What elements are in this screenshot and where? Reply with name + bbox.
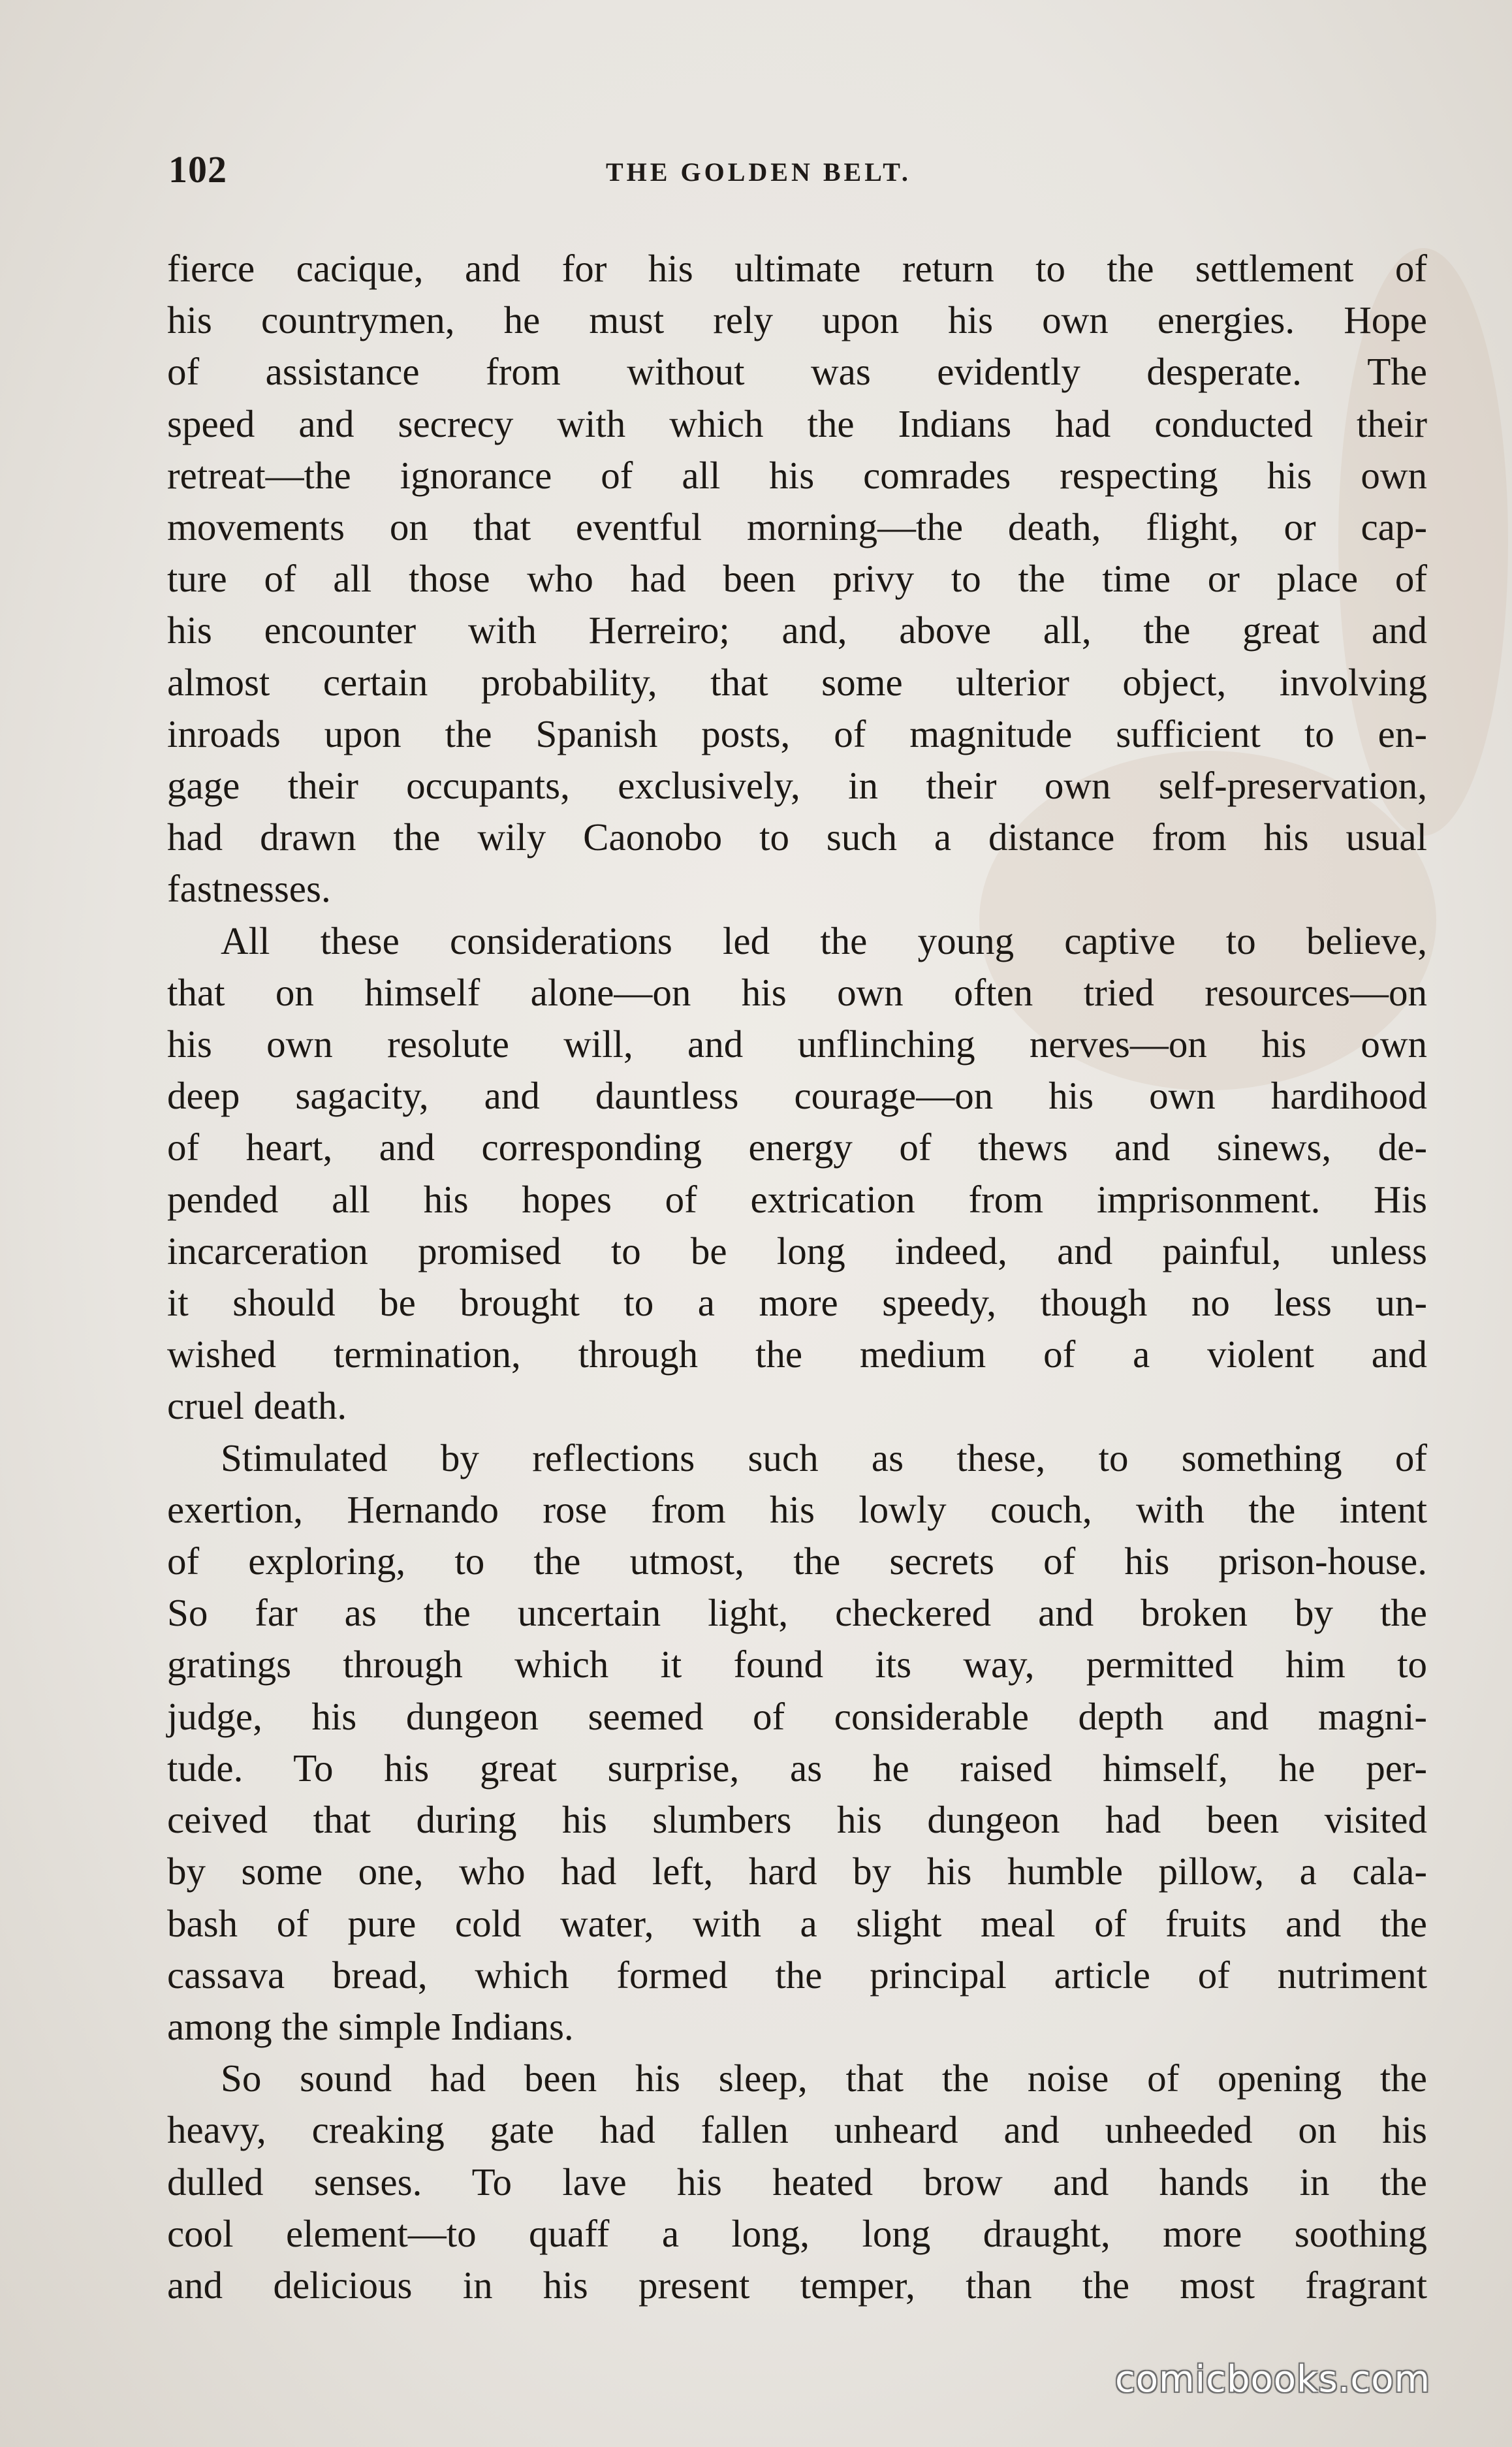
text-line: So far as the uncertain light, checkered and broken by the (167, 1591, 1427, 1635)
text-line: deep sagacity, and dauntless courage—on his own hardihood (167, 1074, 1427, 1118)
text-line: it should be brought to a more speedy, though no less un- (167, 1281, 1427, 1325)
text-line: dulled senses. To lave his heated brow and hands in the (167, 2160, 1427, 2203)
text-line: his encounter with Herreiro; and, above all, the great and (167, 608, 1427, 652)
text-line: ceived that during his slumbers his dungeon had been visited (167, 1798, 1427, 1842)
text-line: of assistance from without was evidently desperate. The (167, 350, 1427, 394)
text-line: bash of pure cold water, with a slight meal of fruits and the (167, 1901, 1427, 1945)
text-line: exertion, Hernando rose from his lowly couch, with the intent (167, 1487, 1427, 1531)
text-line: All these considerations led the young captive to believe, (221, 919, 1427, 962)
text-line: fierce cacique, and for his ultimate return to the settlement of (167, 247, 1427, 290)
running-title: THE GOLDEN BELT. (606, 157, 911, 187)
text-line: heavy, creaking gate had fallen unheard and unheeded on his (167, 2108, 1427, 2152)
text-line: by some one, who had left, hard by his humble pillow, a cala- (167, 1850, 1427, 1893)
text-line: that on himself alone—on his own often tried resources—on (167, 970, 1427, 1014)
text-line: his countrymen, he must rely upon his own energies. Hope (167, 298, 1427, 342)
text-line: gratings through which it found its way, permitted him to (167, 1643, 1427, 1686)
text-line: ture of all those who had been privy to the time or place of (167, 557, 1427, 601)
text-line: Stimulated by reflections such as these, to something of (221, 1436, 1427, 1479)
text-line: pended all his hopes of extrication from imprisonment. His (167, 1177, 1427, 1221)
text-line: gage their occupants, exclusively, in their own self-preservation, (167, 764, 1427, 808)
text-line: cruel death. (167, 1384, 347, 1428)
text-line: speed and secrecy with which the Indians had conducted their (167, 402, 1427, 445)
text-line: and delicious in his present temper, than the most fragrant (167, 2263, 1427, 2307)
page-header (168, 148, 1428, 193)
text-line: tude. To his great surprise, as he raised himself, he per- (167, 1746, 1427, 1790)
text-line: retreat—the ignorance of all his comrades respecting his own (167, 453, 1427, 497)
text-line: had drawn the wily Caonobo to such a distance from his usual (167, 815, 1427, 859)
text-line: cool element—to quaff a long, long draught, more soothing (167, 2211, 1427, 2255)
text-line: fastnesses. (167, 867, 331, 911)
text-line: inroads upon the Spanish posts, of magnitude sufficient to en- (167, 712, 1427, 755)
text-line: So sound had been his sleep, that the noise of opening the (221, 2057, 1427, 2100)
text-line: of exploring, to the utmost, the secrets of his prison-house. (167, 1539, 1427, 1583)
page-number: 102 (168, 148, 227, 191)
text-line: judge, his dungeon seemed of considerable depth and magni- (167, 1694, 1427, 1738)
text-line: incarceration promised to be long indeed, and painful, unless (167, 1229, 1427, 1272)
text-line: almost certain probability, that some ulterior object, involving (167, 660, 1427, 704)
text-line: cassava bread, which formed the principal article of nutriment (167, 1953, 1427, 1997)
text-line: wished termination, through the medium of a violent and (167, 1333, 1427, 1376)
watermark: comicbooks.com (1115, 2358, 1431, 2401)
text-line: movements on that eventful morning—the death, flight, or cap- (167, 505, 1427, 549)
text-line: among the simple Indians. (167, 2004, 574, 2048)
text-line: of heart, and corresponding energy of thews and sinews, de- (167, 1126, 1427, 1169)
text-line: his own resolute will, and unflinching nerves—on his own (167, 1022, 1427, 1066)
body-text (167, 243, 1427, 2311)
